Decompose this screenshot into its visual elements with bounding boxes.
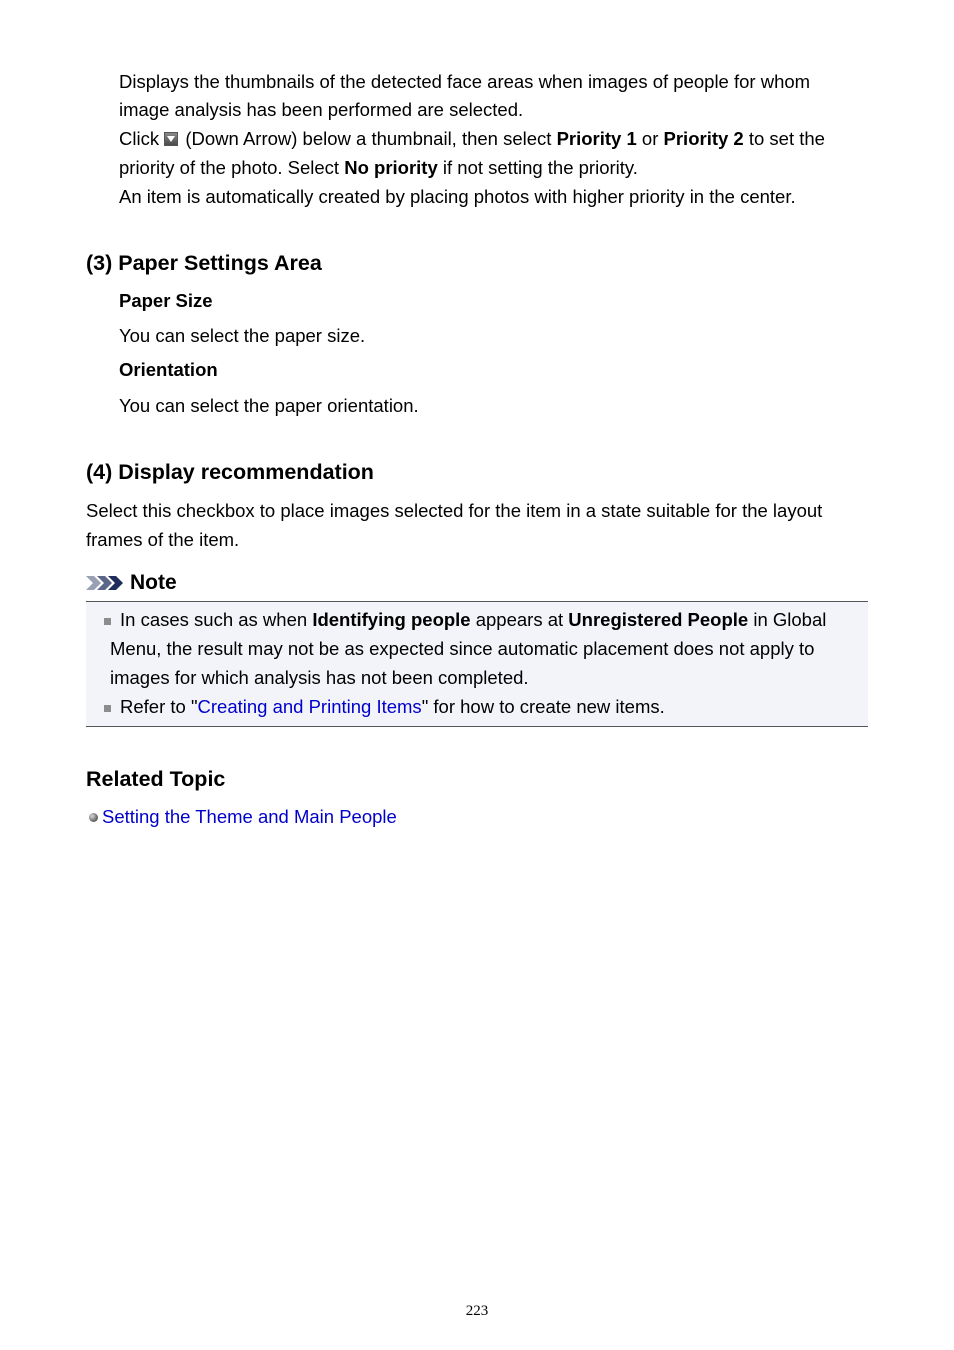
down-arrow-icon: [164, 132, 178, 146]
note-text: appears at: [470, 609, 569, 630]
square-bullet-icon: [104, 618, 111, 625]
intro-text: or: [636, 128, 664, 149]
note-text: " for how to create new items.: [421, 696, 665, 717]
note-item-2: [104, 692, 665, 721]
intro-line-1: Displays the thumbnails of the detected face areas when images of people for whom: [119, 71, 811, 92]
note-item-1-line-3: images for which analysis has not been completed.: [110, 667, 529, 688]
square-bullet-icon: [104, 705, 111, 712]
intro-line-3: [119, 124, 825, 153]
paper-size-desc: You can select the paper size.: [119, 325, 366, 346]
note-text: Refer to ": [120, 696, 198, 717]
intro-text: (Down Arrow) below a thumbnail, then select: [180, 128, 557, 149]
unregistered-people-label: Unregistered People: [568, 609, 749, 630]
note-label: Note: [130, 571, 177, 594]
intro-line-5: An item is automatically created by placing photos with higher priority in the center.: [119, 186, 796, 207]
display-rec-line-1: Select this checkbox to place images selected for the item in a state suitable for the layout: [86, 500, 823, 521]
intro-line-2: image analysis has been performed are selected.: [119, 99, 524, 120]
orientation-desc: You can select the paper orientation.: [119, 395, 419, 416]
intro-text: priority of the photo. Select: [119, 157, 345, 178]
note-header: [86, 569, 177, 597]
related-topic-heading: Related Topic: [86, 767, 226, 791]
round-bullet-icon: [89, 813, 98, 822]
display-recommendation-heading: (4) Display recommendation: [86, 460, 374, 484]
identifying-people-label: Identifying people: [312, 609, 471, 630]
note-item-1: [104, 605, 826, 634]
setting-theme-link[interactable]: Setting the Theme and Main People: [102, 806, 397, 827]
intro-text: to set the: [743, 128, 825, 149]
note-item-1-line-2: Menu, the result may not be as expected since automatic placement does not apply to: [110, 638, 815, 659]
priority-2-label: Priority 2: [663, 128, 744, 149]
creating-printing-items-link[interactable]: Creating and Printing Items: [197, 696, 422, 717]
orientation-title: Orientation: [119, 359, 218, 380]
page-number: 223: [465, 1303, 489, 1319]
no-priority-label: No priority: [344, 157, 438, 178]
display-rec-line-2: frames of the item.: [86, 529, 240, 550]
note-text: In cases such as when: [120, 609, 313, 630]
intro-text: Click: [119, 128, 165, 149]
intro-line-4: [119, 153, 638, 182]
priority-1-label: Priority 1: [556, 128, 637, 149]
paper-settings-heading: (3) Paper Settings Area: [86, 251, 322, 275]
note-chevrons-icon: [86, 574, 124, 592]
related-topic-item: [89, 802, 397, 831]
paper-size-title: Paper Size: [119, 290, 213, 311]
note-text: in Global: [748, 609, 827, 630]
intro-text: if not setting the priority.: [437, 157, 638, 178]
